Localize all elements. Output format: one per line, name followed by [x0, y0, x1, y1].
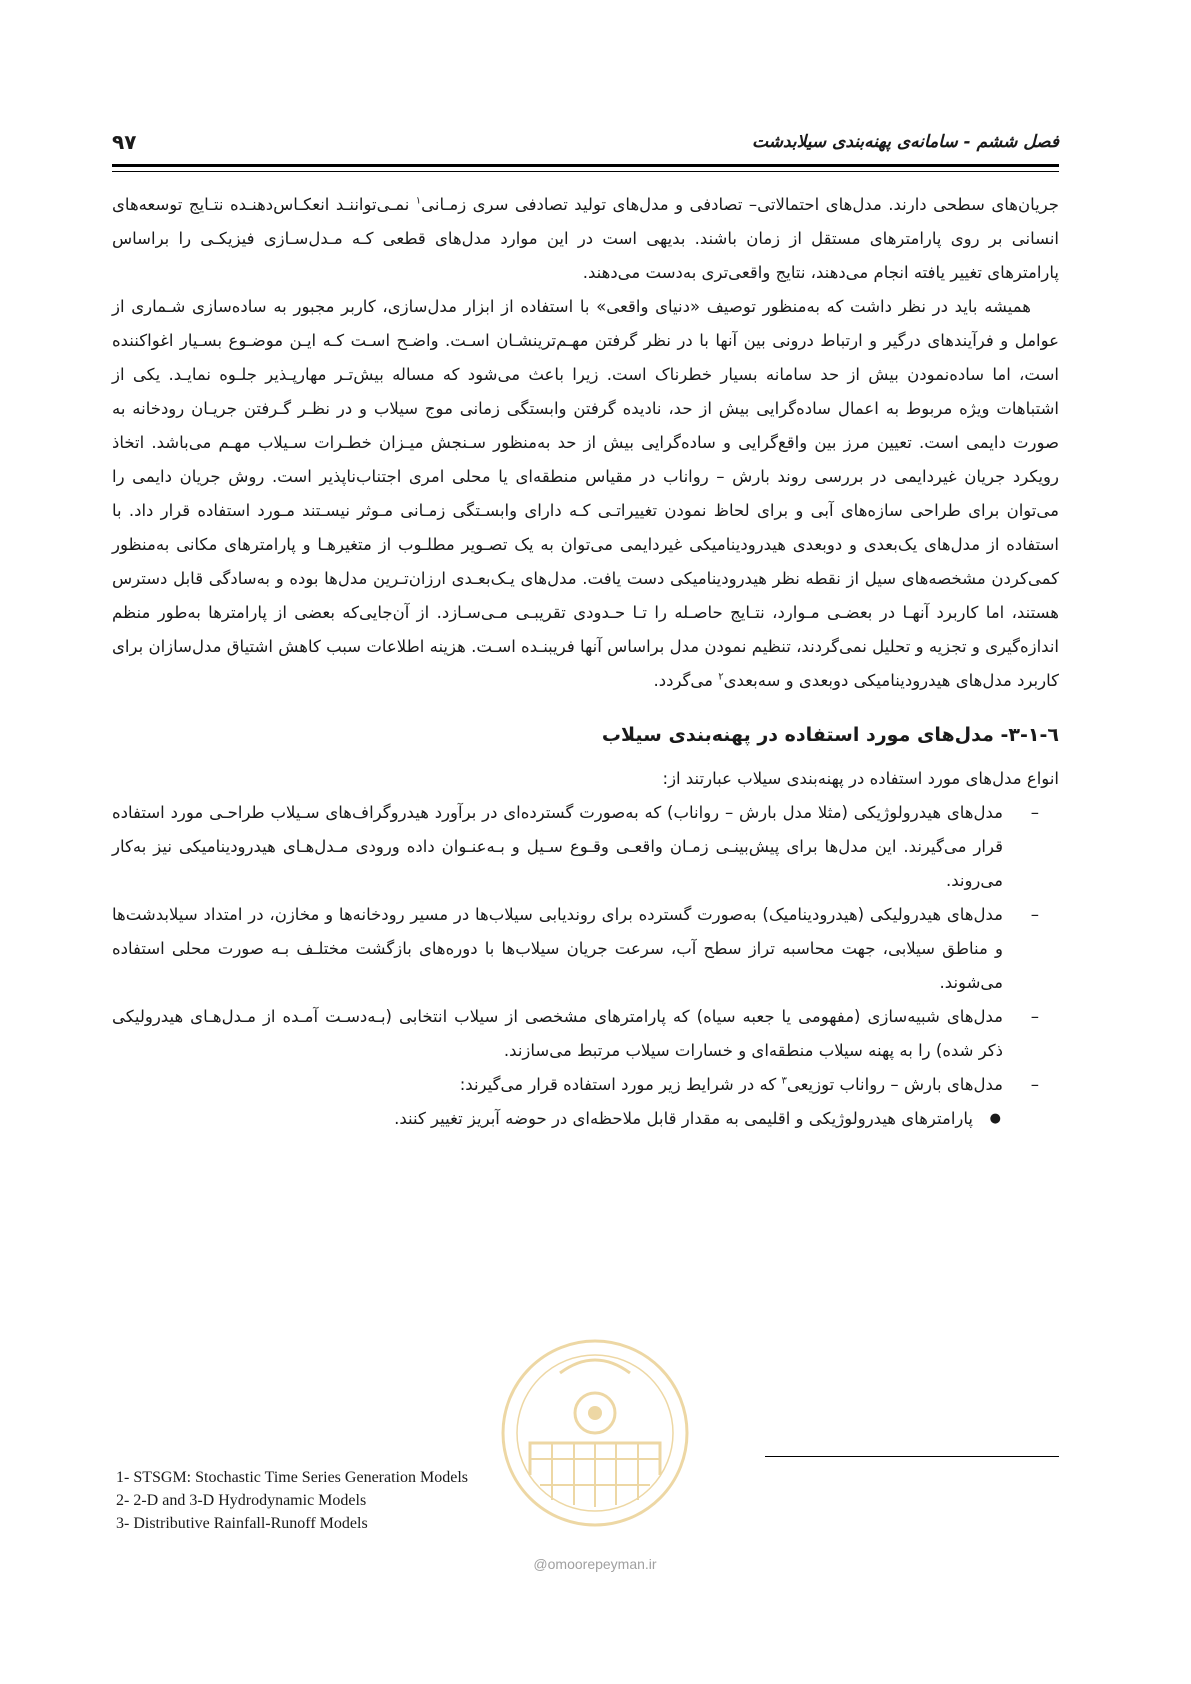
dash-marker: –: [1030, 1075, 1039, 1094]
footnote-ref-1: ۱: [415, 195, 422, 207]
footnotes: [116, 1466, 468, 1535]
dash-marker: –: [1030, 803, 1039, 822]
footnote-ref-3: ۳: [781, 1075, 787, 1087]
page-body: [112, 188, 1059, 1136]
watermark-seal-icon: [490, 1325, 700, 1555]
paragraph-2-text-a: همیشه باید در نظر داشت که به‌منظور توصیف «دنیای واقعی» با استفاده از ابزار مدل‌سازی، کاربر مجبور به ساده‌سازی شـماری از عوامل و فرآیندهای درگیر و ارتباط درونی بین آنها با در نظر گرفتن مهـم‌ترینشـان اسـت. واضـح اسـت کـه ایـن موضـوع بسـیار اغواکننده است، اما ساده‌نمودن بیش از حد سامانه بسیار خطرناک است. زیرا باعث می‌شود که مساله بیش‌تـر مهارپـذیر جلـوه نمایـد. یکی از اشتباهات ویژه مربوط به اعمال ساده‌گرایی بیش از حد، نادیده گرفتن وابستگی زمانی موج سیلاب و در نظـر گـرفتن جریـان رودخانه به صورت دایمی است. تعیین مرز بین واقع‌گرایی و ساده‌گرایی بیش از حد به‌منظور سـنجش میـزان خطـرات سـیلاب مهـم می‌باشد. اتخاذ رویکرد جریان غیردایمی در بررسی روند بارش – رواناب در مقیاس منطقه‌ای یا محلی امری اجتناب‌ناپذیر است. روش جریان دایمی را می‌توان برای طراحی سازه‌های آبی و برای لحاظ نمودن تغییراتـی کـه دارای وابسـتگی زمـانی مـوثر نیسـتند مـورد استفاده قرار داد. با استفاده از مدل‌های یک‌بعدی و دوبعدی هیدرودینامیکی غیردایمی می‌توان به یک تصـویر مطلـوب از متغیرهـا و پارامترهای مکانی به‌منظور کمی‌کردن مشخصه‌های سیل از نقطه نظر هیدرودینامیکی دست یافت. مدل‌های یـک‌بعـدی ارزان‌تـرین مدل‌ها بوده و به‌سادگی قابل دسترس هستند، اما کاربرد آنهـا در بعضـی مـوارد، نتـایج حاصـله را تـا حـدودی تقریبـی مـی‌سـازد. از آن‌جایی‌که بعضی از پارامترها به‌طور منظم اندازه‌گیری و تجزیه و تحلیل نمی‌گردند، تنظیم نمودن مدل براساس آنها فریبنـده اسـت. هزینه اطلاعات سبب کاهش اشتیاق مدل‌سازان برای کاربرد مدل‌های هیدرودینامیکی دوبعدی و سه‌بعدی: [112, 297, 1059, 690]
list-item-text: مدل‌های شبیه‌سازی (مفهومی یا جعبه سیاه) که پارامترهای مشخصی از سیلاب انتخابی (بـه‌دسـت آمـده از مـدل‌هـای هیدرولیکی ذکر شده) را به پهنه سیلاب منطقه‌ای و خسارات سیلاب مرتبط می‌سازند.: [112, 1007, 1003, 1060]
paragraph-1-text-b: نمـی‌تواننـد انعکـاس‌دهنـده نتـایج توسعه‌های انسانی بر روی پارامترهای مستقل از زمان باشند. بدیهی است در این موارد مدل‌های قطعی کـه مـدل‌سـازی فیزیکـی را براساس پارامترهای تغییر یافته انجام می‌دهند، نتایج واقعی‌تری به‌دست می‌دهند.: [112, 195, 1059, 282]
section-heading: ٦-۳-۱- مدل‌های مورد استفاده در پهنه‌بندی سیلاب: [601, 724, 1059, 746]
list-item: [112, 1068, 1059, 1102]
model-list: [112, 796, 1059, 1136]
bullet-item: [112, 1102, 1059, 1136]
paragraph-2: [112, 290, 1059, 698]
paragraph-1: [112, 188, 1059, 290]
dash-marker: –: [1030, 905, 1039, 924]
footnote-ref-2: ۲: [718, 671, 724, 683]
list-item: [112, 796, 1059, 898]
list-item: [112, 1000, 1059, 1068]
header-rule-thick: [112, 164, 1059, 167]
header-rule-thin: [112, 171, 1059, 172]
footnote-2: 2- 2-D and 3-D Hydrodynamic Models: [116, 1492, 367, 1509]
footnote-3: 3- Distributive Rainfall-Runoff Models: [116, 1515, 368, 1532]
dash-marker: –: [1030, 1007, 1039, 1026]
footnote-rule: [765, 1456, 1059, 1457]
footnote-1: 1- STSGM: Stochastic Time Series Generation Models: [116, 1469, 468, 1486]
list-item: [112, 898, 1059, 1000]
watermark-text: @omoorepeyman.ir: [533, 1556, 657, 1572]
bullet-marker: ●: [989, 1111, 1001, 1126]
list-item-text: مدل‌های هیدرولیکی (هیدرودینامیک) به‌صورت گسترده برای روندیابی سیلاب‌ها در مسیر رودخانه‌ها و مخازن، در امتداد سیلابدشت‌ها و مناطق سیلابی، جهت محاسبه تراز سطح آب، سرعت جریان سیلاب‌ها با دوره‌های بازگشت مختلـف بـه صورت محلی استفاده می‌شوند.: [112, 905, 1003, 992]
bullet-item-text: پارامترهای هیدرولوژیکی و اقلیمی به مقدار قابل ملاحظه‌ای در حوضه آبریز تغییر کنند.: [394, 1109, 973, 1128]
list-item-text: مدل‌های هیدرولوژیکی (مثلا مدل بارش – رواناب) که به‌صورت گسترده‌ای در برآورد هیدروگراف‌های سـیلاب طراحـی مورد استفاده قرار می‌گیرند. این مدل‌ها برای پیش‌بینـی زمـان واقعـی وقـوع سـیل و بـه‌عنـوان داده ورودی مـدل‌هـای هیدرودینامیکی نیز به‌کار می‌روند.: [112, 803, 1003, 890]
paragraph-1-text-a: جریان‌های سطحی دارند. مدل‌های احتمالاتی– تصادفی و مدل‌های تولید تصادفی سری زمـانی: [421, 195, 1059, 214]
list-item-text-b: که در شرایط زیر مورد استفاده قرار می‌گیرند:: [459, 1075, 782, 1094]
paragraph-2-text-b: می‌گردد.: [653, 671, 719, 690]
list-item-text: مدل‌های بارش – رواناب توزیعی: [786, 1075, 1003, 1094]
section-intro: انواع مدل‌های مورد استفاده در پهنه‌بندی سیلاب عبارتند از:: [662, 769, 1059, 788]
running-title: فصل ششم - سامانه‌ی پهنه‌بندی سیلابدشت: [752, 132, 1059, 152]
page-number: ۹۷: [112, 130, 137, 154]
